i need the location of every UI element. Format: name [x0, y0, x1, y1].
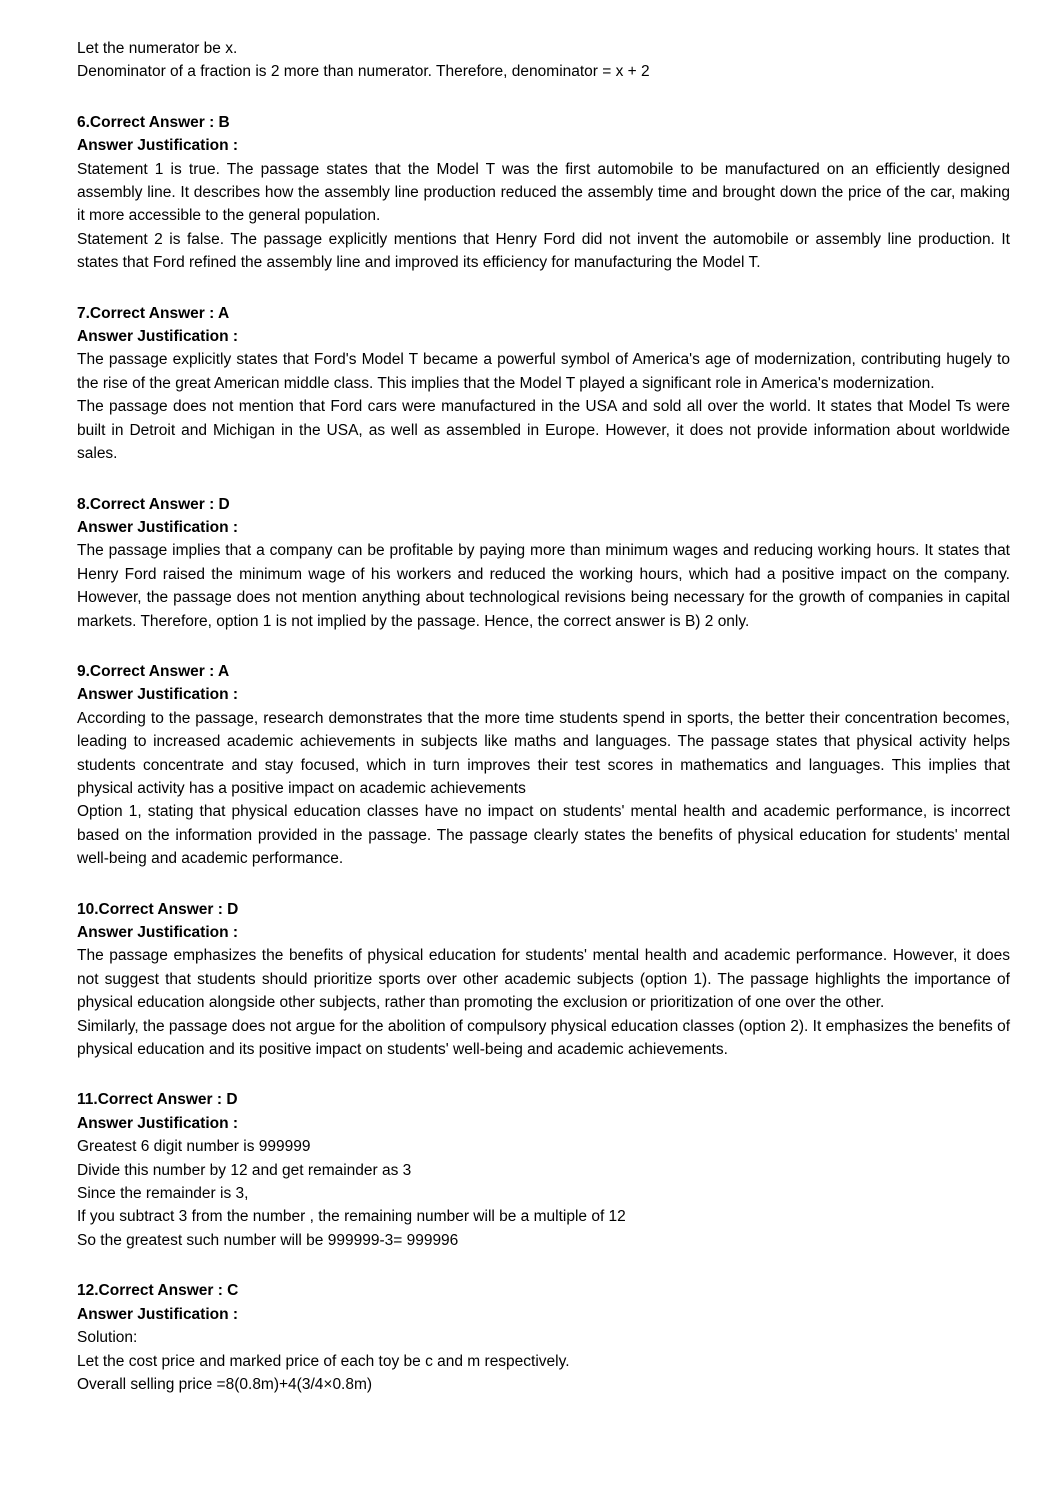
answer-section-7 — [77, 302, 1010, 466]
answer-justification-label: Answer Justification : — [77, 328, 239, 346]
justification-paragraph: Option 1, stating that physical education classes have no impact on students' mental health and academic performance, is incorrect based on the information provided in the passage. The passage clearly states the benefits of physical education for students' mental well-being and academic performance. — [77, 803, 1010, 868]
correct-answer-heading: 10.Correct Answer : D — [77, 900, 239, 918]
intro-line: Denominator of a fraction is 2 more than numerator. Therefore, denominator = x + 2 — [77, 63, 650, 81]
answer-justification-label: Answer Justification : — [77, 518, 239, 536]
correct-answer-heading: 12.Correct Answer : C — [77, 1282, 239, 1300]
solution-line: Since the remainder is 3, — [77, 1185, 249, 1203]
intro-block — [77, 37, 1010, 84]
solution-line: Solution: — [77, 1329, 138, 1347]
correct-answer-heading: 11.Correct Answer : D — [77, 1091, 238, 1109]
answer-justification-label: Answer Justification : — [77, 686, 239, 704]
answer-section-9 — [77, 660, 1010, 871]
intro-line: Let the numerator be x. — [77, 40, 238, 57]
justification-paragraph: According to the passage, research demonstrates that the more time students spend in sports, the better their concentration becomes, leading to increased academic achievements in subjects like maths and languages. The passage states that physical activity helps students concentrate and stay focused, which in turn improves their test scores in mathematics and languages. This implies that physical activity has a positive impact on academic achievements — [77, 709, 1010, 797]
answer-section-12 — [77, 1279, 1010, 1396]
answer-justification-label: Answer Justification : — [77, 137, 239, 155]
justification-paragraph: The passage does not mention that Ford cars were manufactured in the USA and sold all over the world. It states that Model Ts were built in Detroit and Michigan in the USA, as well as assembled in Europe. However, it does not provide information about worldwide sales. — [77, 398, 1010, 463]
answer-section-11 — [77, 1088, 1010, 1252]
answer-section-8 — [77, 493, 1010, 633]
solution-line: Overall selling price =8(0.8m)+4(3/4×0.8m) — [77, 1375, 373, 1393]
correct-answer-heading: 7.Correct Answer : A — [77, 304, 230, 322]
justification-paragraph: Statement 1 is true. The passage states that the Model T was the first automobile to be manufactured on an efficiently designed assembly line. It describes how the assembly line production reduced the assembly time and brought down the price of the car, making it more accessible to the general population. — [77, 160, 1010, 225]
solution-line: Divide this number by 12 and get remainder as 3 — [77, 1161, 412, 1179]
solution-line: Greatest 6 digit number is 999999 — [77, 1138, 311, 1156]
solution-line: If you subtract 3 from the number , the remaining number will be a multiple of 12 — [77, 1208, 626, 1226]
justification-paragraph: Statement 2 is false. The passage explicitly mentions that Henry Ford did not invent the automobile or assembly line production. It states that Ford refined the assembly line and improved its efficiency for manufacturing the Model T. — [77, 230, 1010, 272]
correct-answer-heading: 6.Correct Answer : B — [77, 113, 230, 131]
correct-answer-heading: 8.Correct Answer : D — [77, 495, 230, 513]
answer-section-6 — [77, 111, 1010, 275]
correct-answer-heading: 9.Correct Answer : A — [77, 662, 230, 680]
answer-section-10 — [77, 898, 1010, 1062]
answer-justification-label: Answer Justification : — [77, 924, 239, 941]
justification-paragraph: The passage emphasizes the benefits of physical education for students' mental health and academic performance. However, it does not suggest that students should prioritize sports over other academic subjects (option 1). The passage highlights the importance of physical education alongside other subjects, rather than promoting the exclusion or prioritization of one over the other. — [77, 947, 1010, 1012]
solution-line: Let the cost price and marked price of each toy be c and m respectively. — [77, 1352, 570, 1370]
answer-justification-label: Answer Justification : — [77, 1114, 239, 1132]
solution-line: So the greatest such number will be 999999-3= 999996 — [77, 1231, 459, 1249]
answer-justification-label: Answer Justification : — [77, 1305, 239, 1323]
justification-paragraph: The passage implies that a company can be profitable by paying more than minimum wages and reducing working hours. It states that Henry Ford raised the minimum wage of his workers and reduced the working hours, which had a positive impact on the company. However, the passage does not mention anything about technological revisions being necessary for the growth of companies in capital markets. Therefore, option 1 is not implied by the passage. Hence, the correct answer is B) 2 only. — [77, 542, 1010, 630]
justification-paragraph: The passage explicitly states that Ford's Model T became a powerful symbol of America's age of modernization, contributing hugely to the rise of the great American middle class. This implies that the Model T played a significant role in America's modernization. — [77, 351, 1010, 392]
justification-paragraph: Similarly, the passage does not argue for the abolition of compulsory physical education classes (option 2). It emphasizes the benefits of physical education and its positive impact on students' well-being and academic achievements. — [77, 1017, 1010, 1059]
